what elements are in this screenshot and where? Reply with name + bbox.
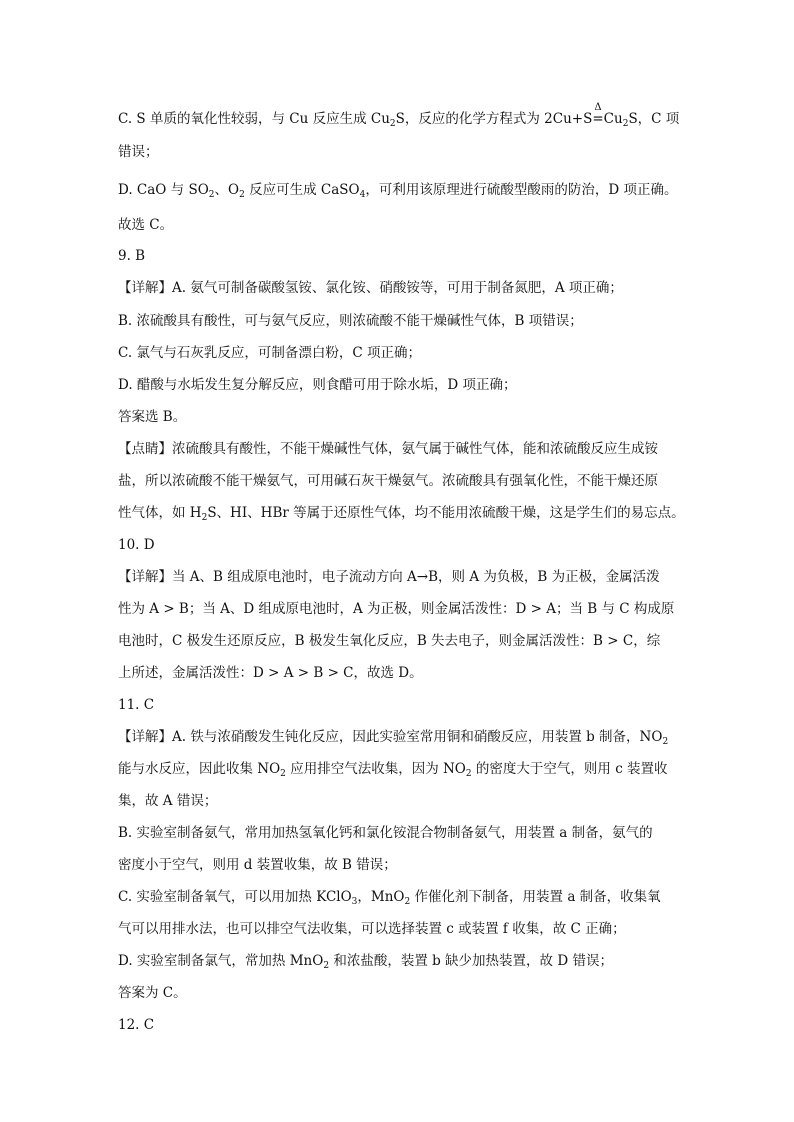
text-line: B. 浓硫酸具有酸性，可与氨气反应，则浓硫酸不能干燥碱性气体，B 项错误； [118,313,583,329]
text-line: 性为 A > B；当 A、D 组成原电池时，A 为正极，则金属活泼性：D > A；当 B 与 C 构成原 [118,601,675,617]
text-line: D. 醋酸与水垢发生复分解反应，则食醋可用于除水垢，D 项正确； [118,377,517,393]
text-line: C. S 单质的氧化性较弱，与 Cu 反应生成 $Cu_2S$，反应的化学方程式为 2Cu+S Δ $=Cu_2S$，C 项 [118,102,680,129]
text-line: 答案为 C。 [118,985,187,1001]
text-line: 盐，所以浓硫酸不能干燥氨气，可用碱石灰干燥氨气。浓硫酸具有强氧化性，不能干燥还原 [118,473,658,489]
question-number: 9. B [118,248,146,264]
text-line: 【详解】A. 铁与浓硝酸发生钝化反应，因此实验室常用铜和硝酸反应，用装置 b 制备，$NO_2$ [118,729,669,747]
text-line: C. 实验室制备氧气，可以用加热 KClO$_3$，MnO$_2$ 作催化剂下制备，用装置 a 制备，收集氧 [118,889,661,907]
question-number: 11. C [118,697,155,713]
text-line: 上所述，金属活泼性：D > A > B > C，故选 D。 [118,665,423,681]
text-line: 【点睛】浓硫酸具有酸性，不能干燥碱性气体，氨气属于碱性气体，能和浓硫酸反应生成铵 [118,441,658,457]
text-line: C. 氯气与石灰乳反应，可制备漂白粉，C 项正确； [118,345,422,361]
text-line: D. CaO 与 $SO_2$、$O_2$ 反应可生成 CaSO$_4$，可利用该原理进行硫酸型酸雨的防治，D 项正确。 [118,182,678,200]
text-line: 答案选 B。 [118,409,187,425]
text-line: 【详解】A. 氨气可制备碳酸氢铵、氯化铵、硝酸铵等，可用于制备氮肥，A 项正确； [118,280,623,296]
text-line: 集，故 A 错误； [118,793,218,809]
text-line: 【详解】当 A、B 组成原电池时，电子流动方向 A→B，则 A 为负极，B 为正极，金属活泼 [118,569,660,585]
text-line: D. 实验室制备氯气，常加热 MnO$_2$ 和浓盐酸，装置 b 缺少加热装置，故 D 错误； [118,953,613,971]
text-line: 性气体，如 $H_2S$、HI、HBr 等属于还原性气体，均不能用浓硫酸干燥，这是学生们的易忘点。 [118,505,685,523]
text-line: 气可以用排水法，也可以排空气法收集，可以选择装置 c 或装置 f 收集，故 C 正确； [118,921,626,937]
question-number: 10. D [118,537,155,553]
text-line: 密度小于空气，则用 d 装置收集，故 B 错误； [118,857,397,873]
text-line: 电池时，C 极发生还原反应，B 极发生氧化反应，B 失去电子，则金属活泼性：B > C，综 [118,633,661,649]
text-line: 错误； [118,144,159,160]
question-number: 12. C [118,1017,155,1033]
text-line: 能与水反应，因此收集 $NO_2$ 应用排空气法收集，因为 $NO_2$ 的密度大于空气，则用 c 装置收 [118,761,668,779]
text-line: 故选 C。 [118,217,174,233]
text-line: B. 实验室制备氨气，常用加热氢氧化钙和氯化铵混合物制备氨气，用装置 a 制备，氨气的 [118,825,653,841]
